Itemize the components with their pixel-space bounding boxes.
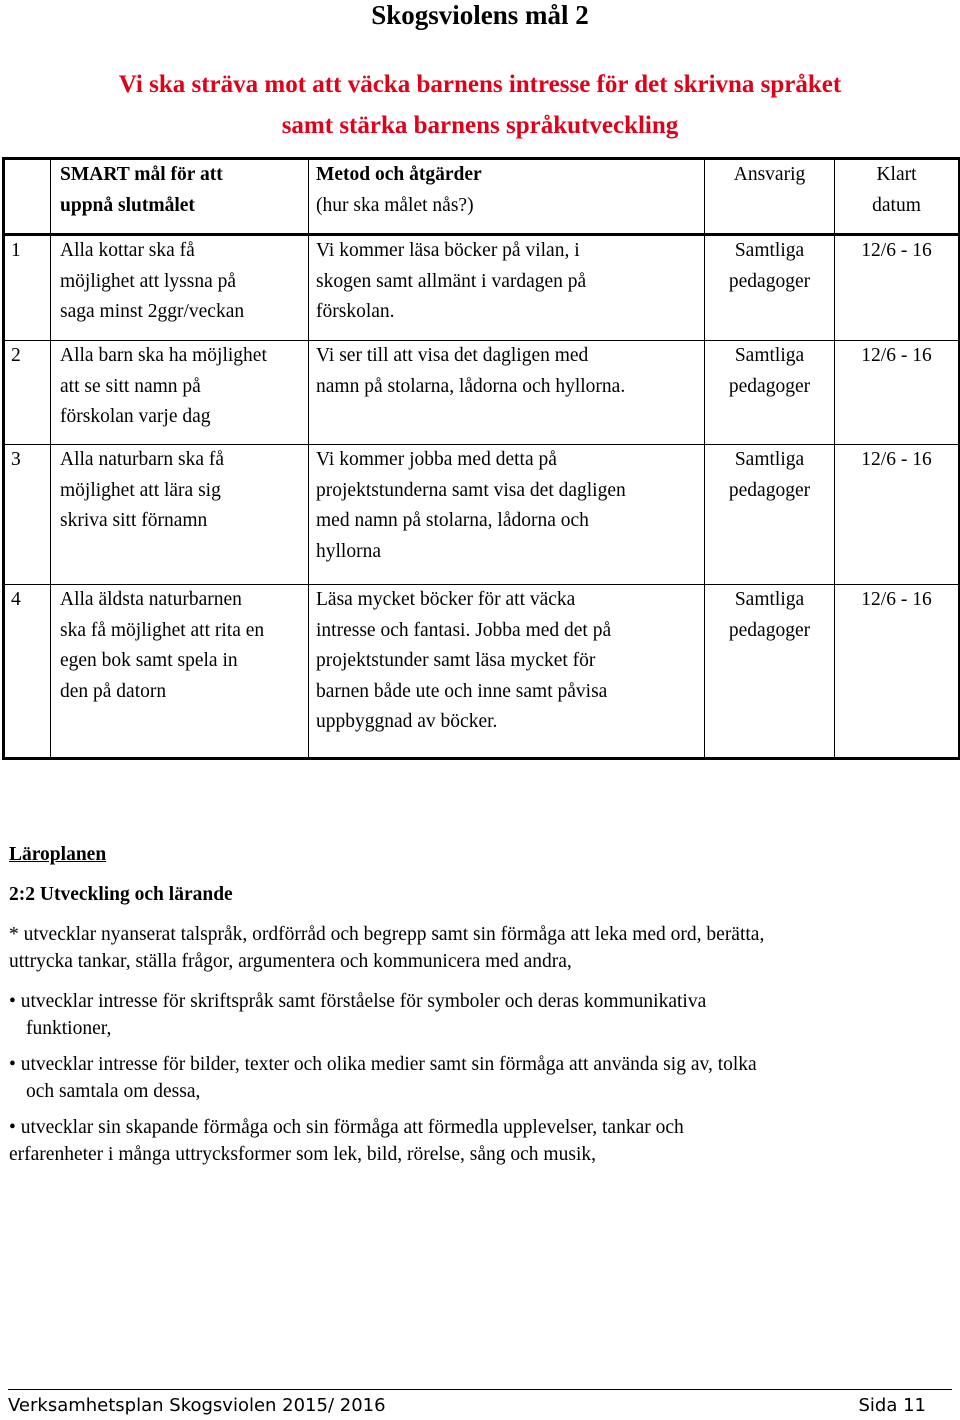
goal-line: egen bok samt spela in [60,650,238,671]
table-row [4,585,960,759]
table-header-row [4,159,960,235]
header-responsible-cell [705,159,835,235]
bullet-line: • utvecklar intresse för bilder, texter och olika medier samt sin förmåga att använda sig av, tolka [9,1054,757,1075]
goal-cell [51,341,309,445]
bullet-line: • utvecklar sin skapande förmåga och sin förmåga att förmedla upplevelser, tankar och [9,1117,684,1138]
date-cell: 12/6 - 16 [835,235,960,341]
goal-line: Alla barn ska ha möjlighet [60,345,267,366]
table-row [4,445,960,585]
header-method-cell [309,159,705,235]
table-row [4,235,960,341]
header-method-line2: (hur ska målet nås?) [316,194,474,216]
method-line: förskolan. [316,301,395,322]
goal-line: Alla naturbarn ska få [60,449,225,470]
method-cell [309,341,705,445]
curriculum-heading: Läroplanen [9,844,107,865]
header-goal-line1: SMART mål för att [60,164,223,185]
goal-line: förskolan varje dag [60,406,211,427]
method-line: projektstunderna samt visa det dagligen [316,479,626,501]
row-number: 2 [4,341,51,445]
goal-line: den på datorn [60,680,167,702]
goals-table [2,157,960,760]
method-line: Vi kommer jobba med detta på [316,449,557,470]
goal-cell [51,585,309,759]
responsible-line: pedagoger [728,479,811,501]
paragraph-line: uttrycka tankar, ställa frågor, argumentera och kommunicera med andra, [9,951,572,972]
bullet-line: erfarenheter i många uttrycksformer som lek, bild, rörelse, sång och musik, [9,1144,596,1165]
bullet-line: funktioner, [26,1018,112,1039]
responsible-line: pedagoger [728,375,811,397]
responsible-line: Samtliga [734,240,805,261]
footer-page-number: Sida 11 [858,1395,926,1416]
footer-document-title: Verksamhetsplan Skogsviolen 2015/ 2016 [8,1395,386,1416]
method-line: hyllorna [316,540,381,562]
header-responsible: Ansvarig [733,164,806,185]
goal-cell [51,235,309,341]
header-date-line1: Klart [876,164,917,185]
page-footer [8,1395,926,1416]
curriculum-bullet [9,1114,949,1168]
responsible-line: Samtliga [734,345,805,366]
method-line: barnen både ute och inne samt påvisa [316,680,608,702]
goal-line: saga minst 2ggr/veckan [60,301,245,322]
goal-line: skriva sitt förnamn [60,510,208,531]
responsible-cell [705,585,835,759]
method-cell [309,445,705,585]
goal-line: att se sitt namn på [60,375,201,397]
goal-line: möjlighet att lyssna på [60,270,237,292]
header-goal-line2: uppnå slutmålet [60,194,195,216]
goal-line: möjlighet att lära sig [60,479,221,501]
goal-subtitle-line1: Vi ska sträva mot att väcka barnens intresse för det skrivna språket [118,71,842,98]
row-number: 4 [4,585,51,759]
responsible-cell [705,235,835,341]
responsible-line: Samtliga [734,589,805,610]
goal-line: Alla äldsta naturbarnen [60,589,242,610]
paragraph-line: * utvecklar nyanserat talspråk, ordförråd och begrepp samt sin förmåga att leka med ord, berätta, [9,924,765,945]
method-cell [309,585,705,759]
header-goal-cell [51,159,309,235]
row-number: 1 [4,235,51,341]
bullet-line: och samtala om dessa, [26,1081,201,1102]
header-method-line1: Metod och åtgärder [316,164,482,185]
method-line: namn på stolarna, lådorna och hyllorna. [316,375,626,397]
row-number: 3 [4,445,51,585]
curriculum-bullet [9,1051,949,1105]
goal-subtitle-line2: samt stärka barnens språkutveckling [281,112,679,139]
curriculum-subheading: 2:2 Utveckling och lärande [9,884,233,905]
date-cell: 12/6 - 16 [835,341,960,445]
header-num-cell [4,159,51,235]
method-line: projektstunder samt läsa mycket för [316,650,596,671]
responsible-cell [705,445,835,585]
date-cell: 12/6 - 16 [835,585,960,759]
date-cell: 12/6 - 16 [835,445,960,585]
method-line: skogen samt allmänt i vardagen på [316,270,587,292]
responsible-line: pedagoger [728,270,811,292]
method-cell [309,235,705,341]
goal-line: Alla kottar ska få [60,240,195,261]
responsible-line: pedagoger [728,619,811,641]
header-date-cell [835,159,960,235]
curriculum-bullet [9,988,949,1042]
footer-divider [8,1389,952,1390]
responsible-cell [705,341,835,445]
method-line: Vi kommer läsa böcker på vilan, i [316,240,580,261]
curriculum-paragraph [9,921,949,975]
method-line: Läsa mycket böcker för att väcka [316,589,576,610]
table-row [4,341,960,445]
bullet-line: • utvecklar intresse för skriftspråk samt förståelse för symboler och deras kommunikativa [9,991,707,1012]
page-title: Skogsviolens mål 2 [371,0,589,30]
method-line: intresse och fantasi. Jobba med det på [316,619,612,641]
method-line: uppbyggnad av böcker. [316,711,498,732]
method-line: med namn på stolarna, lådorna och [316,510,589,531]
header-date-line2: datum [872,194,921,216]
goal-line: ska få möjlighet att rita en [60,619,265,641]
responsible-line: Samtliga [734,449,805,470]
method-line: Vi ser till att visa det dagligen med [316,345,589,366]
goal-cell [51,445,309,585]
